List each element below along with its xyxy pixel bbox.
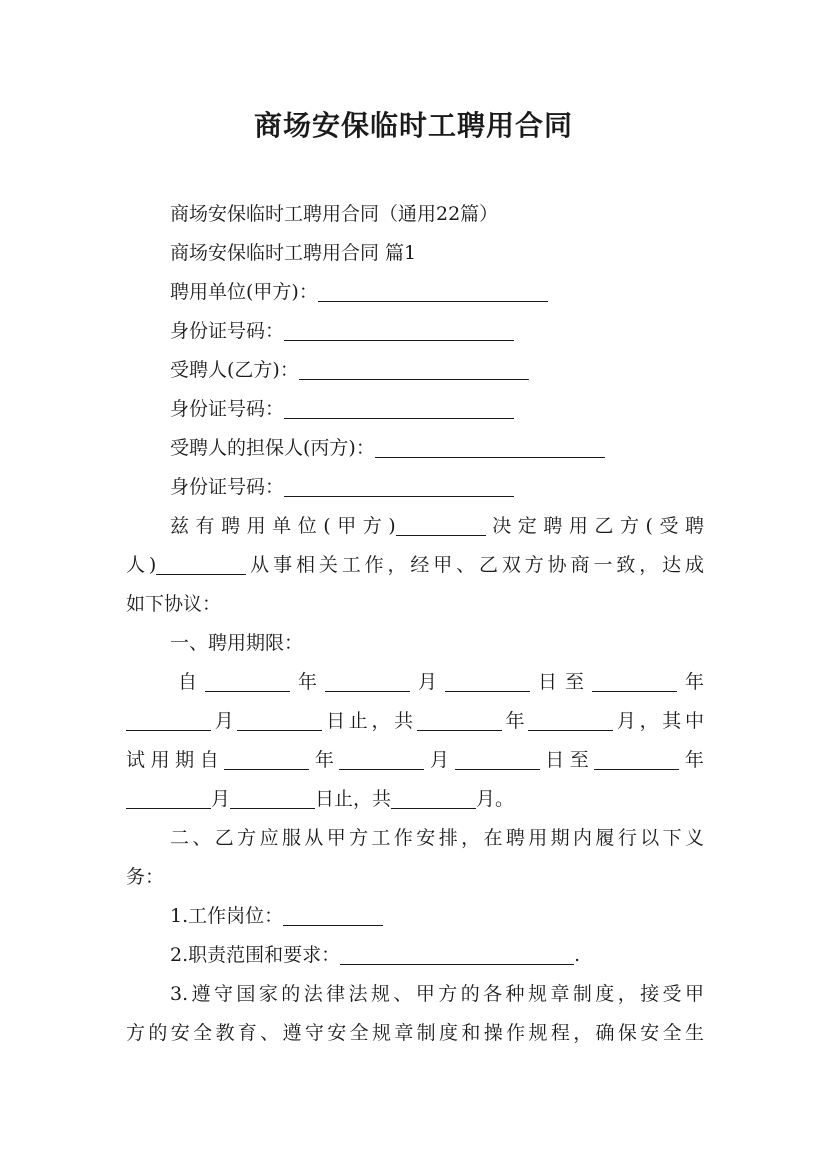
total-month-blank: [528, 708, 613, 731]
employee-blank: [299, 357, 529, 380]
intro-line-2: [126, 546, 704, 585]
start-year-blank: [205, 669, 290, 692]
trial-start-month-blank: [339, 747, 424, 770]
trial-total-month-blank: [391, 786, 476, 809]
job-position-blank: [283, 903, 383, 926]
employee-field: [126, 351, 704, 390]
clause-2-line-2: 务：: [126, 866, 165, 888]
text-year: 年: [290, 671, 325, 693]
text-day-to: 日至: [539, 749, 595, 771]
intro-line-1: [126, 507, 704, 546]
start-month-blank: [325, 669, 410, 692]
id-field-1: [126, 312, 704, 351]
id-blank-3: [284, 474, 514, 497]
id-label-1: 身份证号码：: [170, 320, 285, 342]
intro-text-1b: 决定聘用乙方(受聘: [485, 515, 704, 537]
duties-blank: [340, 942, 574, 965]
text-month: 月: [409, 671, 445, 693]
job-position-label: 1.工作岗位：: [170, 905, 284, 927]
duties-label: 2.职责范围和要求：: [170, 944, 341, 966]
text-day-end-total: 日止，共: [315, 788, 392, 810]
clause-1-line-1: [126, 663, 704, 702]
employer-label: 聘用单位(甲方)：: [170, 281, 318, 303]
employer-field: [126, 273, 704, 312]
text-month: 月: [424, 749, 455, 771]
intro-line-3: 如下协议：: [126, 593, 222, 615]
duties-end: .: [574, 944, 581, 966]
document-body: [126, 195, 704, 1053]
trial-end-year-blank: [594, 747, 679, 770]
text-month-end: 月。: [476, 788, 515, 810]
clause-1-line-2: [126, 702, 704, 741]
clause-1-heading: 一、聘用期限：: [170, 632, 304, 654]
clause-2-item-3-line-2: 方的安全教育、遵守安全规章制度和操作规程，确保安全生: [126, 1022, 704, 1044]
intro-text-2b: 从事相关工作，经甲、乙双方协商一致，达成: [246, 554, 704, 576]
text-day-end-total: 日止，共: [322, 710, 417, 732]
trial-end-day-blank: [230, 786, 315, 809]
id-label-3: 身份证号码：: [170, 476, 285, 498]
clause-2-line-1: 二、乙方应服从甲方工作安排，在聘用期内履行以下义: [170, 827, 704, 849]
end-year-blank: [592, 669, 677, 692]
id-blank-1: [284, 318, 514, 341]
clause-1-line-3: [126, 741, 704, 780]
id-field-3: [126, 468, 704, 507]
clause-2-item-2: [126, 936, 704, 975]
trial-end-month-blank: [126, 786, 211, 809]
document-subtitle: 商场安保临时工聘用合同（通用22篇）: [170, 203, 499, 225]
employee-name-blank: [156, 552, 246, 575]
id-blank-2: [284, 396, 514, 419]
id-field-2: [126, 390, 704, 429]
start-day-blank: [445, 669, 530, 692]
trial-start-day-blank: [455, 747, 540, 770]
text-day-to: 日至: [529, 671, 592, 693]
employer-blank: [318, 279, 548, 302]
text-year: 年: [501, 710, 529, 732]
clause-2-item-1: [126, 897, 704, 936]
text-year: 年: [309, 749, 340, 771]
total-year-blank: [417, 708, 502, 731]
end-month-blank: [126, 708, 211, 731]
text-month-including: 月，其中: [613, 710, 704, 732]
guarantor-label: 受聘人的担保人(丙方)：: [170, 437, 375, 459]
text-trial-from: 试用期自: [126, 749, 225, 771]
text-from: 自: [178, 671, 205, 693]
end-day-blank: [237, 708, 322, 731]
trial-start-year-blank: [224, 747, 309, 770]
clause-1-line-4: [126, 780, 704, 819]
text-year: 年: [676, 671, 704, 693]
intro-text-2a: 人): [126, 554, 157, 576]
employee-label: 受聘人(乙方)：: [170, 359, 299, 381]
employer-name-blank: [396, 513, 486, 536]
section-heading: 商场安保临时工聘用合同 篇1: [170, 242, 417, 264]
text-month: 月: [211, 788, 231, 810]
document-title: 商场安保临时工聘用合同: [253, 109, 573, 142]
intro-text-1a: 兹有聘用单位(甲方): [170, 515, 396, 537]
id-label-2: 身份证号码：: [170, 398, 285, 420]
guarantor-blank: [375, 435, 605, 458]
text-year: 年: [679, 749, 704, 771]
text-month: 月: [211, 710, 238, 732]
clause-2-item-3-line-1: 3.遵守国家的法律法规、甲方的各种规章制度，接受甲: [170, 983, 704, 1005]
guarantor-field: [126, 429, 704, 468]
